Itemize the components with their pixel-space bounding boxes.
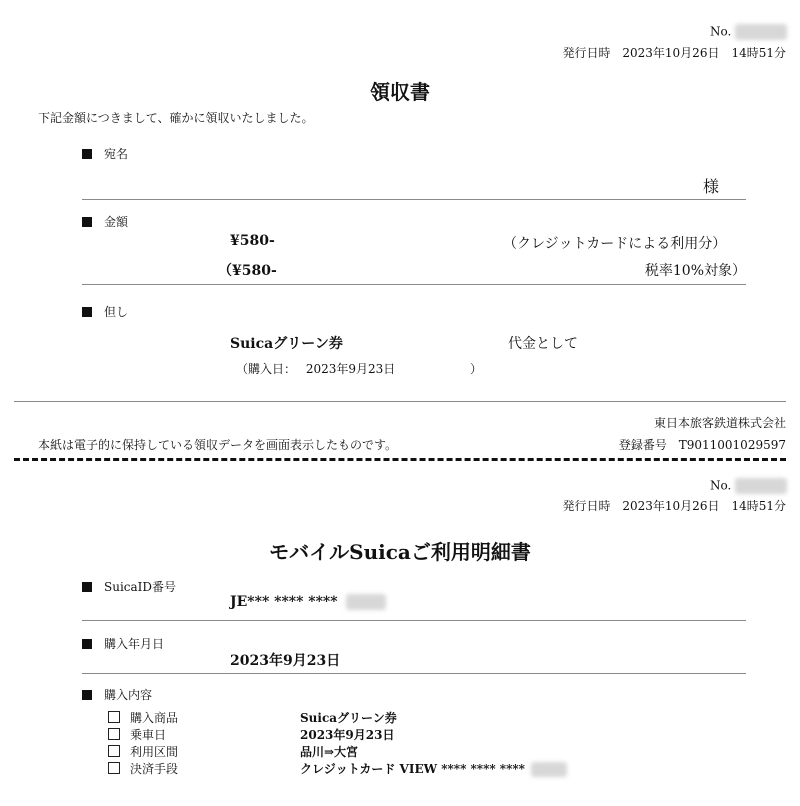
suica-id-value-line [230, 594, 386, 610]
receipt-no-label: No. [710, 24, 732, 39]
statement-title: モバイルSuicaご利用明細書 [269, 540, 531, 564]
receipt-intro: 下記金額につきまして、確かに領収いたしました。 [38, 111, 314, 125]
row-label: 利用区間 [130, 745, 179, 759]
row-value: Suicaグリーン券 [300, 711, 397, 725]
receipt-title: 領収書 [370, 80, 430, 104]
divider [82, 620, 746, 621]
statement-number [710, 478, 787, 494]
addressee-heading [82, 145, 128, 162]
bullet-square [82, 690, 92, 700]
redacted-statement-number [735, 478, 787, 494]
purchase-date-value: 2023年9月23日 [305, 362, 396, 376]
purchase-date-statement-value: 2023年9月23日 [230, 653, 341, 669]
company-name: 東日本旅客鉄道株式会社 [653, 416, 786, 430]
contents-row [108, 760, 178, 777]
redacted-card-number [531, 762, 567, 777]
contents-row [108, 743, 178, 760]
tax-amount-value: （¥580- [218, 263, 277, 279]
receipt-issued [563, 44, 786, 61]
row-value: 品川⇒大宮 [300, 745, 359, 759]
checkbox-icon [108, 745, 120, 757]
bullet-square [82, 217, 92, 227]
checkbox-icon [108, 728, 120, 740]
purchase-date-heading [82, 635, 164, 652]
purchase-date-line [236, 360, 395, 377]
registration-value: T9011001029597 [678, 438, 786, 452]
purpose-item: Suicaグリーン券 [230, 336, 343, 352]
bullet-square [82, 582, 92, 592]
row-label: 乗車日 [130, 728, 167, 742]
suica-id-label: SuicaID番号 [104, 580, 177, 594]
contents-row [108, 726, 166, 743]
purpose-for-text: 代金として [508, 336, 578, 352]
suica-id-value: JE*** **** **** [230, 594, 338, 610]
row-value: 2023年9月23日 [300, 728, 395, 742]
amount-label: 金額 [104, 215, 129, 229]
purchase-date-label: 購入年月日 [104, 637, 165, 651]
receipt-issued-value: 2023年10月26日 14時51分 [622, 46, 786, 60]
amount-value: ¥580- [230, 233, 275, 249]
registration-label: 登録番号 [618, 438, 667, 452]
divider [14, 401, 786, 402]
divider [82, 673, 746, 674]
statement-issued [563, 497, 786, 514]
statement-issued-label: 発行日時 [562, 499, 611, 513]
statement-issued-value: 2023年10月26日 14時51分 [622, 499, 786, 513]
bullet-square [82, 639, 92, 649]
amount-note: （クレジットカードによる利用分） [503, 236, 727, 252]
statement-no-label: No. [710, 478, 732, 493]
row-label: 決済手段 [130, 762, 179, 776]
purpose-label: 但し [104, 305, 129, 319]
tax-note: 税率10%対象） [644, 263, 746, 279]
row-label: 購入商品 [130, 711, 179, 725]
row-value: クレジットカード VIEW **** **** **** [300, 762, 525, 776]
suica-id-heading [82, 578, 176, 595]
registration-number [619, 436, 786, 453]
addressee-label: 宛名 [104, 147, 129, 161]
amount-heading [82, 213, 128, 230]
checkbox-icon [108, 762, 120, 774]
receipt-issued-label: 発行日時 [562, 46, 611, 60]
purchase-date-prefix: （購入日： [236, 362, 297, 376]
checkbox-icon [108, 711, 120, 723]
receipt-number [710, 24, 787, 40]
bullet-square [82, 307, 92, 317]
bullet-square [82, 149, 92, 159]
purchase-date-close: ） [470, 362, 483, 376]
purpose-heading [82, 303, 128, 320]
divider [82, 199, 746, 200]
cut-line [14, 458, 786, 461]
redacted-suica-id [346, 594, 386, 610]
contents-label: 購入内容 [104, 688, 153, 702]
addressee-suffix: 様 [703, 177, 720, 196]
footer-note: 本紙は電子的に保持している領収データを画面表示したものです。 [38, 438, 398, 452]
redacted-receipt-number [735, 24, 787, 40]
payment-value-line [300, 760, 567, 777]
contents-row [108, 709, 178, 726]
divider [82, 284, 746, 285]
contents-heading [82, 686, 152, 703]
